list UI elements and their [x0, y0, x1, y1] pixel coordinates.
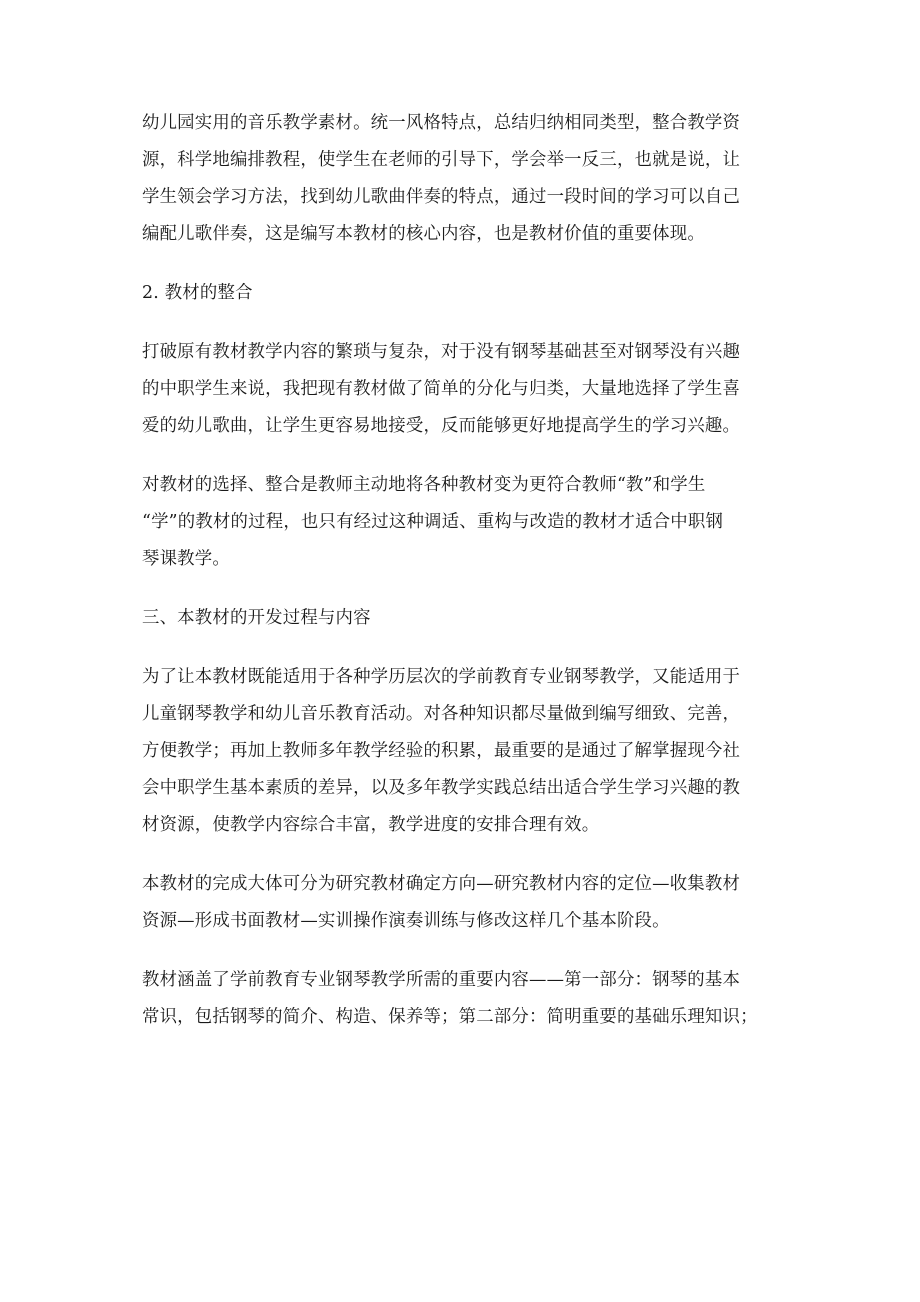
text-line: 本教材的完成大体可分为研究教材确定方向—研究教材内容的定位—收集教材: [142, 874, 741, 894]
paragraph-gap: [142, 253, 782, 275]
paragraph-gap: [142, 637, 782, 659]
paragraph-content-coverage: [142, 962, 782, 1036]
text-line: 幼儿园实用的音乐教学素材。统一风格特点，总结归纳相同类型，整合教学资: [142, 113, 741, 133]
text-line: 琴课教学。: [142, 549, 230, 569]
text-line: 为了让本教材既能适用于各种学历层次的学前教育专业钢琴教学，又能适用于: [142, 667, 741, 687]
text-line: 学生领会学习方法，找到幼儿歌曲伴奏的特点，通过一段时间的学习可以自己: [142, 187, 741, 207]
text-line: 会中职学生基本素质的差异，以及多年教学实践总结出适合学生学习兴趣的教: [142, 778, 741, 798]
document-body: [142, 105, 782, 1036]
text-line: 材资源，使教学内容综合丰富，教学进度的安排合理有效。: [142, 815, 600, 835]
text-line: 方便教学；再加上教师多年教学经验的积累，最重要的是通过了解掌握现今社: [142, 741, 741, 761]
text-line: 教材涵盖了学前教育专业钢琴教学所需的重要内容——第一部分：钢琴的基本: [142, 970, 741, 990]
text-line: 源，科学地编排教程，使学生在老师的引导下，学会举一反三，也就是说，让: [142, 150, 741, 170]
paragraph-gap: [142, 312, 782, 334]
text-line: 的中职学生来说，我把现有教材做了简单的分化与归类，大量地选择了学生喜: [142, 379, 741, 399]
paragraph-selection-integration: [142, 467, 782, 578]
paragraph-applicability: [142, 659, 782, 844]
paragraph-gap: [142, 578, 782, 600]
paragraph-stages: [142, 866, 782, 940]
paragraph-teaching-materials-intro: [142, 105, 782, 253]
text-line: 儿童钢琴教学和幼儿音乐教育活动。对各种知识都尽量做到编写细致、完善，: [142, 704, 741, 724]
heading-text: 2. 教材的整合: [142, 283, 253, 303]
text-line: 爱的幼儿歌曲，让学生更容易地接受，反而能够更好地提高学生的学习兴趣。: [142, 416, 741, 436]
paragraph-breaking-complexity: [142, 334, 782, 445]
paragraph-gap: [142, 844, 782, 866]
section-heading-integration: [142, 275, 782, 312]
text-line: 编配儿歌伴奏，这是编写本教材的核心内容，也是教材价值的重要体现。: [142, 224, 705, 244]
section-heading-development: [142, 600, 782, 637]
text-line: 常识，包括钢琴的简介、构造、保养等；第二部分：简明重要的基础乐理知识；: [142, 1007, 758, 1027]
text-line: 资源—形成书面教材—实训操作演奏训练与修改这样几个基本阶段。: [142, 911, 670, 931]
heading-text: 三、本教材的开发过程与内容: [142, 608, 371, 628]
text-line: 打破原有教材教学内容的繁琐与复杂，对于没有钢琴基础甚至对钢琴没有兴趣: [142, 342, 741, 362]
text-line: “学”的教材的过程，也只有经过这种调适、重构与改造的教材才适合中职钢: [142, 512, 724, 532]
paragraph-gap: [142, 445, 782, 467]
paragraph-gap: [142, 940, 782, 962]
text-line: 对教材的选择、整合是教师主动地将各种教材变为更符合教师“教”和学生: [142, 475, 706, 495]
